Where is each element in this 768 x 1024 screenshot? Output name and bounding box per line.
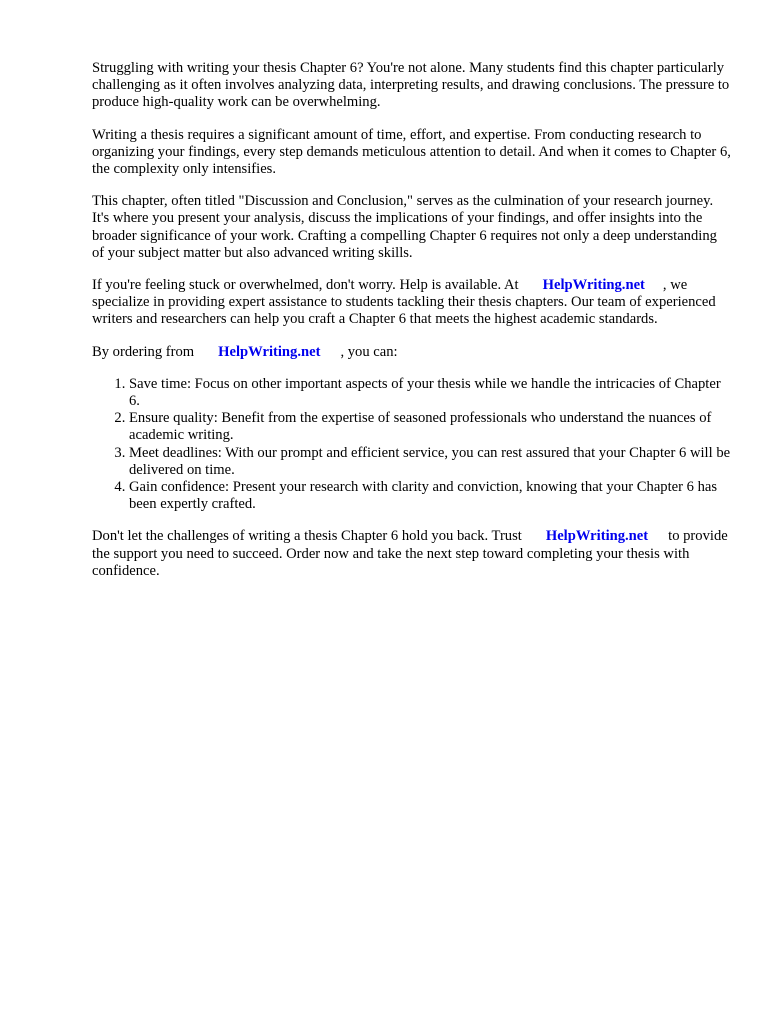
closing-paragraph-rest: to provide the support you need to succeed. Order now and take the next step toward completing your thesis with confidence. xyxy=(92,528,728,579)
intro-paragraph: Struggling with writing your thesis Chapter 6? You're not alone. Many students find this chapter particularly challenging as it often involves analyzing data, interpreting results, and drawing conclusions. The pressure to produce high-quality work can be overwhelming. xyxy=(92,60,730,111)
help-paragraph xyxy=(92,277,732,329)
ordering-paragraph-lead: By ordering from xyxy=(92,343,195,360)
helpwriting-link[interactable]: HelpWriting.net xyxy=(545,528,649,545)
list-item: 3. Meet deadlines: With our prompt and efficient service, you can rest assured that your Chapter 6 will be delivered on time. xyxy=(129,445,732,479)
closing-paragraph-lead: Don't let the challenges of writing a thesis Chapter 6 hold you back. Trust xyxy=(92,528,522,545)
benefits-list xyxy=(92,376,732,514)
help-paragraph-rest: , we specialize in providing expert assistance to students tackling their thesis chapters. Our team of experienced writers and researchers can help you craft a Chapter 6 that meets the highest academic standards. xyxy=(92,277,716,328)
effort-paragraph: Writing a thesis requires a significant amount of time, effort, and expertise. From conducting research to organizing your findings, every step demands meticulous attention to detail. And when it comes to Chapter 6, the complexity only intensifies. xyxy=(92,126,731,178)
ordering-paragraph xyxy=(92,344,732,361)
closing-paragraph xyxy=(92,528,732,580)
chapter-description-paragraph: This chapter, often titled "Discussion and Conclusion," serves as the culmination of your research journey. It's where you present your analysis, discuss the implications of your findings, and offer insights into the broader significance of your work. Crafting a compelling Chapter 6 requires not only a deep understanding of your subject matter but also advanced writing skills. xyxy=(92,193,717,261)
document-page xyxy=(92,60,732,595)
help-paragraph-lead: If you're feeling stuck or overwhelmed, don't worry. Help is available. At xyxy=(92,277,519,294)
helpwriting-link[interactable]: HelpWriting.net xyxy=(218,343,321,360)
list-item: 1. Save time: Focus on other important aspects of your thesis while we handle the intricacies of Chapter 6. xyxy=(129,376,732,410)
list-item: 2. Ensure quality: Benefit from the expertise of seasoned professionals who understand the nuances of academic writing. xyxy=(129,410,732,444)
ordering-paragraph-rest: , you can: xyxy=(340,343,398,360)
list-item: 4. Gain confidence: Present your research with clarity and conviction, knowing that your Chapter 6 has been expertly crafted. xyxy=(129,479,732,513)
helpwriting-link[interactable]: HelpWriting.net xyxy=(542,277,645,294)
